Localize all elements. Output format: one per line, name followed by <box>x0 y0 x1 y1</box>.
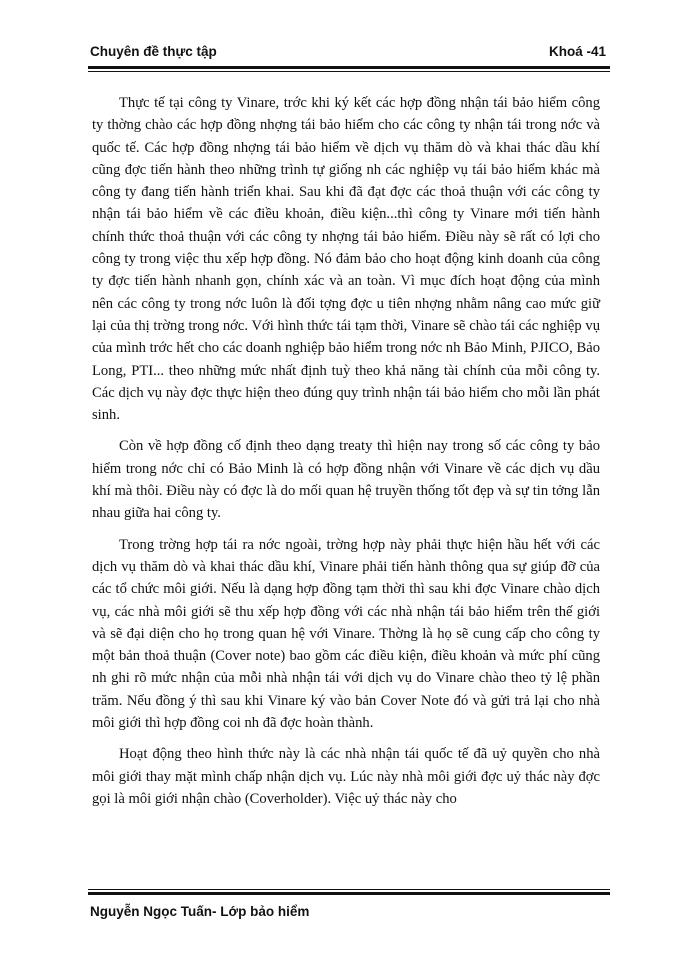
header-rule-thick <box>88 66 610 69</box>
body-text <box>92 92 600 819</box>
paragraph-1: Thực tế tại công ty Vinare, trớc khi ký kết các hợp đồng nhận tái bảo hiểm công ty thờng chào các hợp đồng nhợng tái bảo hiểm cho các công ty nhận tái trong nớc và quốc tế. Các hợp đồng nhợng tái bảo hiểm về dịch vụ thăm dò và khai thác dầu khí cũng đợc tiến hành theo những trình tự giống nh các nghiệp vụ tái bảo hiểm khác mà công ty đang tiến hành triển khai. Sau khi đã đạt đợc các thoả thuận với các công ty nhận tái bảo hiểm về các điều khoản, điều kiện...thì công ty Vinare mới tiến hành chính thức thoả thuận với các công ty nhợng tái bảo hiểm. Điều này sẽ rất có lợi cho công ty trong việc thu xếp hợp đồng. Nó đảm bảo cho hoạt động kinh doanh của công ty đợc tiến hành nhanh gọn, chính xác và an toàn. Vì mục đích hoạt động của mình nên các công ty trong nớc luôn là đối tợng đợc u tiên nhợng nhằm nâng cao mức giữ lại của thị trờng trong nớc. Với hình thức tái tạm thời, Vinare sẽ chào tái các nghiệp vụ của mình trớc hết cho các doanh nghiệp bảo hiểm trong nớc nh Bảo Minh, PJICO, Bảo Long, PTI... theo những mức nhất định tuỳ theo khả năng tài chính của mỗi công ty. Các dịch vụ này đợc thực hiện theo đúng quy trình nhận tái bảo hiểm cho mỗi lần phát sinh. <box>92 95 600 424</box>
header-document-title: Chuyên đề thực tập <box>90 44 217 59</box>
header-rule-thin <box>88 71 610 72</box>
paragraph-2: Còn về hợp đồng cố định theo dạng treaty thì hiện nay trong số các công ty bảo hiểm trong nớc chỉ có Bảo Minh là có hợp đồng nhận với Vinare về các dịch vụ dầu khí mà thôi. Điều này có đợc là do mối quan hệ truyền thống tốt đẹp và sự tin tởng lẫn nhau giữa hai công ty. <box>92 438 600 522</box>
header-course-label: Khoá -41 <box>548 44 606 59</box>
paragraph-4: Hoạt động theo hình thức này là các nhà nhận tái quốc tế đã uỷ quyền cho nhà môi giới thay mặt mình chấp nhận dịch vụ. Lúc này nhà môi giới đợc uỷ thác này đợc gọi là môi giới nhận chào (Coverholder). Việc uỷ thác này cho <box>92 746 600 807</box>
page-header <box>88 40 610 66</box>
footer-rule-thick <box>88 892 610 895</box>
page-footer <box>90 904 309 919</box>
paragraph-3: Trong trờng hợp tái ra nớc ngoài, trờng hợp này phải thực hiện hầu hết với các dịch vụ thăm dò và khai thác dầu khí, Vinare phải tiến hành thông qua sự giúp đỡ của các tổ chức môi giới. Nếu là dạng hợp đồng tạm thời thì sau khi đợc Vinare chào dịch vụ, các nhà môi giới sẽ thu xếp hợp đồng với các nhà nhận tái bảo hiểm trên thế giới và sẽ đại diện cho họ trong quan hệ với Vinare. Thờng là họ sẽ cung cấp cho công ty một bản thoả thuận (Cover note) bao gồm các điều kiện, điều khoản và mức phí cũng nh ghi rõ mức nhận của mỗi nhà nhận tái với dịch vụ do Vinare chào theo tỷ lệ phần trăm. Nếu đồng ý thì sau khi Vinare ký vào bản Cover Note đó và gửi trả lại cho nhà môi giới thì hợp đồng coi nh đã đợc hoàn thành. <box>92 536 600 732</box>
footer-author: Nguyễn Ngọc Tuấn- Lớp bảo hiểm <box>90 904 310 919</box>
footer-rule-thin <box>88 889 610 890</box>
